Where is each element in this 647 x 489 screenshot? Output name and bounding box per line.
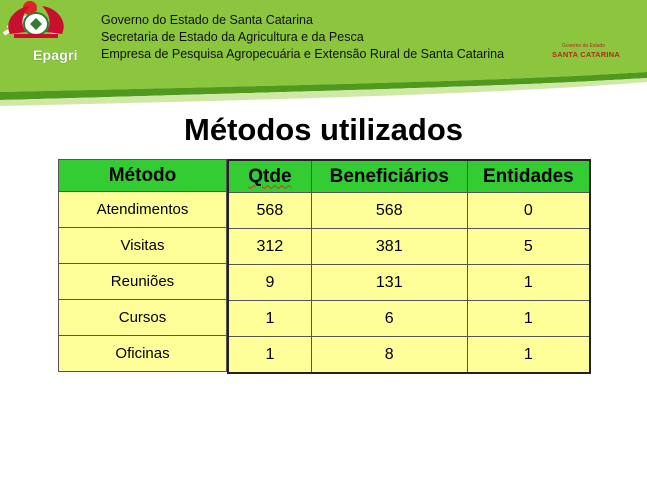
table-row (59, 336, 227, 372)
beneficiarios-cell: 381 (311, 229, 467, 265)
table-row (228, 229, 590, 265)
column-header-beneficiarios: Beneficiários (311, 160, 467, 193)
table-header-row (59, 160, 227, 192)
table-row (228, 301, 590, 337)
beneficiarios-cell: 568 (311, 193, 467, 229)
entidades-cell: 1 (467, 265, 590, 301)
method-cell: Reuniões (59, 264, 227, 300)
method-cell: Oficinas (59, 336, 227, 372)
table-row (59, 228, 227, 264)
table-row (228, 193, 590, 229)
method-cell: Cursos (59, 300, 227, 336)
santa-catarina-logo-icon (0, 0, 72, 58)
beneficiarios-cell: 131 (311, 265, 467, 301)
table-header-row (228, 160, 590, 193)
qtde-cell: 568 (228, 193, 311, 229)
header-banner (0, 0, 647, 120)
table-row (228, 337, 590, 374)
page-title: Métodos utilizados (184, 112, 463, 147)
table-row (59, 192, 227, 228)
table-row (228, 265, 590, 301)
entidades-cell: 1 (467, 337, 590, 374)
entidades-cell: 0 (467, 193, 590, 229)
entidades-cell: 1 (467, 301, 590, 337)
qtde-cell: 9 (228, 265, 311, 301)
table-row (59, 264, 227, 300)
method-table (58, 159, 227, 372)
qtde-cell: 312 (228, 229, 311, 265)
column-header-qtde-label: Qtde (248, 165, 292, 187)
results-table (227, 159, 591, 374)
header-line-secretariat: Secretaria de Estado da Agricultura e da Pesca (101, 30, 364, 44)
header-text (101, 12, 504, 63)
column-header-entidades: Entidades (467, 160, 590, 193)
qtde-cell: 1 (228, 301, 311, 337)
column-header-method: Método (59, 160, 227, 192)
epagri-logo-text: Epagri (33, 47, 78, 63)
entidades-cell: 5 (467, 229, 590, 265)
beneficiarios-cell: 8 (311, 337, 467, 374)
beneficiarios-cell: 6 (311, 301, 467, 337)
method-cell: Atendimentos (59, 192, 227, 228)
method-cell: Visitas (59, 228, 227, 264)
header-line-company: Empresa de Pesquisa Agropecuária e Extensão Rural de Santa Catarina (101, 47, 505, 61)
santa-catarina-logo-subtext: Governo do Estado (562, 43, 606, 49)
column-header-qtde (228, 160, 311, 193)
header-line-government: Governo do Estado de Santa Catarina (101, 13, 313, 27)
santa-catarina-logo-text: SANTA CATARINA (552, 50, 620, 59)
table-row (59, 300, 227, 336)
qtde-cell: 1 (228, 337, 311, 374)
